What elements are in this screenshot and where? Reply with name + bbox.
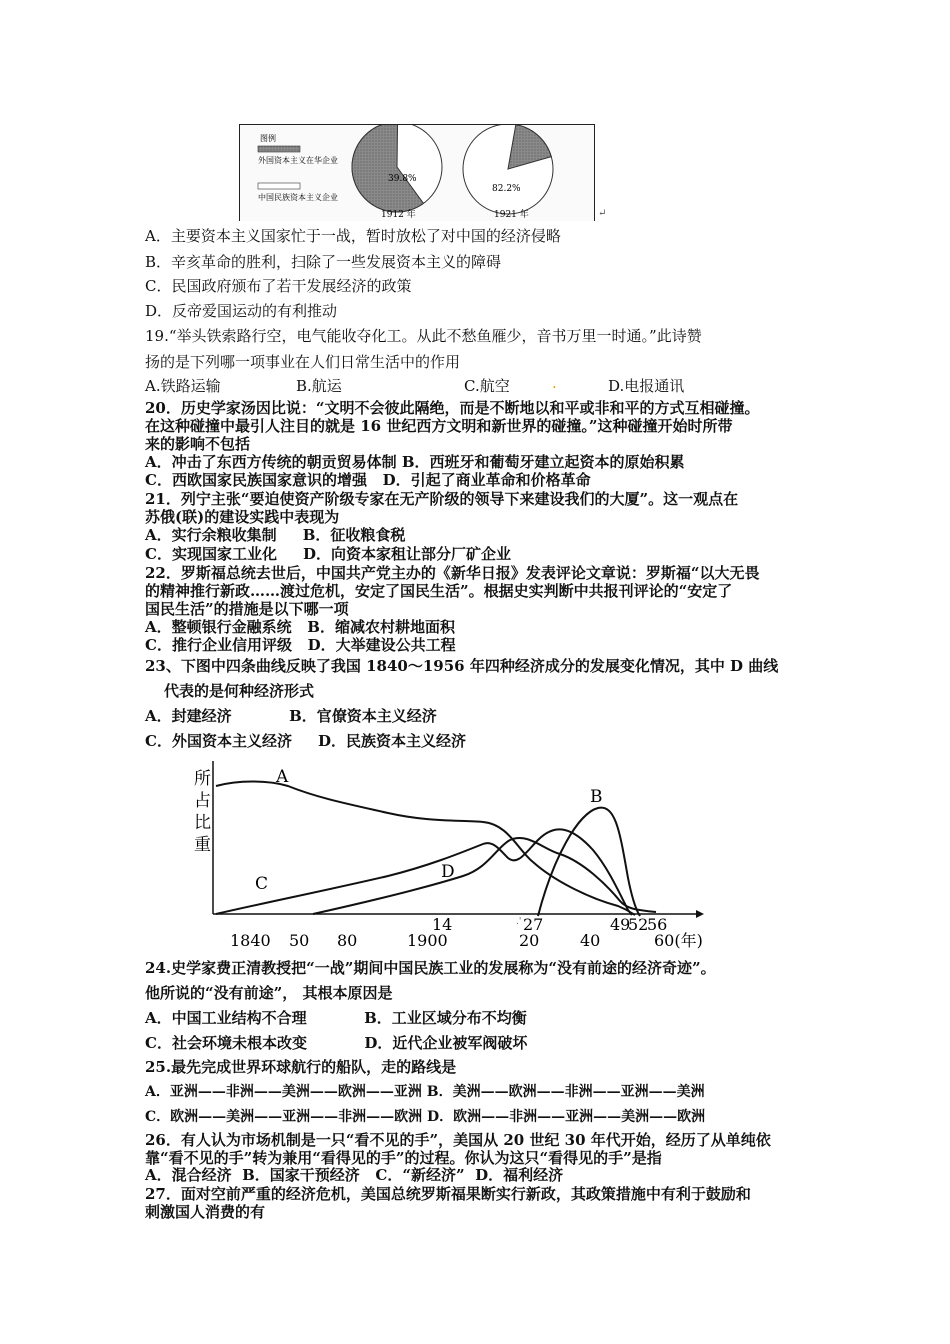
x-axis-arrow (696, 910, 704, 918)
pie-1921 (463, 125, 553, 214)
legend-foreign-label (258, 155, 338, 165)
pie-1912 (352, 125, 442, 212)
q23-stem-line1: 23、下图中四条曲线反映了我国 1840～1956 年四种经济成分的发展变化情况，其中 D 曲线 (145, 657, 779, 675)
q21-stem-line1: 21．列宁主张“要迫使资产阶级专家在无产阶级的领导下来建设我们的大厦”。这一观点在 (145, 490, 739, 508)
ylabel-char-3: 比 (194, 813, 211, 833)
q24-stem-line1: 24.史学家费正清教授把“一战”期间中国民族工业的发展称为“没有前途的经济奇迹”。 (145, 959, 716, 977)
pie-chart-figure (239, 124, 595, 221)
q25-stem-line1: 25.最先完成世界环球航行的船队，走的路线是 (145, 1058, 457, 1076)
curve-label-d: D (441, 862, 455, 882)
q20-stem-line2: 在这种碰撞中最引人注目的就是 16 世纪西方文明和新世界的碰撞。”这种碰撞开始时所带 (145, 417, 733, 435)
q24-options-ab: A．中国工业结构不合理 B．工业区域分布不均衡 (145, 1009, 527, 1027)
curve-b (538, 808, 640, 916)
legend-national-text: 中国民族资本主义企业 (258, 193, 338, 202)
tick-60-year: 60(年) (654, 931, 703, 950)
q22-stem-line1: 22．罗斯福总统去世后，中国共产党主办的《新华日报》发表评论文章说：罗斯福“以大无畏 (145, 564, 760, 582)
tick-20: 20 (519, 931, 540, 950)
tick-40: 40 (580, 931, 601, 950)
tick-upper-49: 49 (610, 915, 631, 934)
tick-80: 80 (337, 931, 358, 950)
q19-option-c: C.航空 (464, 377, 510, 395)
q22-options-ab: A．整顿银行金融系统 B．缩减农村耕地面积 (145, 618, 455, 636)
q23-stem-line2: 代表的是何种经济形式 (164, 682, 315, 700)
return-mark: ↵ (598, 208, 607, 219)
stray-dot: . (552, 374, 557, 392)
pie1-pct-label: 39.8% (388, 174, 417, 184)
legend-swatch-national (258, 183, 300, 189)
tick-upper-27: 27 (523, 915, 544, 934)
q18-option-c: C．民国政府颁布了若干发展经济的政策 (145, 277, 412, 295)
curve-label-b: B (590, 787, 603, 807)
ylabel-char-2: 占 (194, 791, 211, 811)
q20-stem-line3: 来的影响不包括 (145, 435, 251, 453)
q21-options-cd: C．实现国家工业化 D．向资本家租让部分厂矿企业 (145, 545, 512, 563)
curve-c (216, 829, 632, 915)
q26-stem-line1: 26．有人认为市场机制是一只“看不见的手”，美国从 20 世纪 30 年代开始，经历了从单纯依 (145, 1131, 771, 1149)
pie1-year-label: 1912 年 (381, 210, 416, 220)
pie2-pct-label: 82.2% (492, 184, 521, 194)
q25-options-cd: C．欧洲——美洲——亚洲——非洲——欧洲 D．欧洲——非洲——亚洲——美洲——欧洲 (145, 1109, 706, 1125)
q19-option-a: A.铁路运输 (145, 377, 221, 395)
q24-options-cd: C．社会环境未根本改变 D．近代企业被军阀破坏 (145, 1034, 528, 1052)
q20-options-ab: A．冲击了东西方传统的朝贡贸易体制 B．西班牙和葡萄牙建立起资本的原始积累 (145, 453, 685, 471)
q19-stem-line2: 扬的是下列哪一项事业在人们日常生活中的作用 (145, 353, 461, 371)
q21-stem-line2: 苏俄(联)的建设实践中表现为 (145, 508, 340, 526)
ylabel-char-1: 所 (194, 769, 211, 789)
q27-stem-line2: 刺激国人消费的有 (145, 1203, 266, 1221)
q26-stem-line2: 靠“看不见的手”转为兼用“看得见的手”的过程。你认为这只“看得见的手”是指 (145, 1149, 662, 1167)
tick-upper-14: 14 (432, 915, 453, 934)
q23-options-cd: C．外国资本主义经济 D．民族资本主义经济 (145, 732, 467, 750)
q24-stem-line2: 他所说的“没有前途”， 其根本原因是 (145, 984, 393, 1002)
legend-foreign-text: 外国资本主义在华企业 (258, 156, 338, 165)
q19-stem-line1: 19.“举头铁索路行空，电气能收夺化工。从此不愁鱼雁少，音书万里一时通。”此诗赞 (145, 327, 702, 345)
q19-option-b: B.航运 (296, 377, 342, 395)
q20-options-cd: C．西欧国家民族国家意识的增强 D．引起了商业革命和价格革命 (145, 471, 591, 489)
q21-options-ab: A．实行余粮收集制 B．征收粮食税 (145, 526, 406, 544)
legend-swatch-foreign (258, 146, 300, 152)
tick-1900: 1900 (407, 931, 448, 950)
tick-mark-faint: .' (516, 917, 522, 927)
q18-option-d: D．反帝爱国运动的有利推动 (145, 302, 338, 320)
q18-option-b: B．辛亥革命的胜利，扫除了一些发展资本主义的障碍 (145, 253, 502, 271)
q22-options-cd: C．推行企业信用评级 D．大举建设公共工程 (145, 636, 456, 654)
q20-stem-line1: 20．历史学家汤因比说：“文明不会彼此隔绝，而是不断地以和平或非和平的方式互相碰撞。 (145, 399, 760, 417)
tick-50: 50 (289, 931, 310, 950)
tick-upper-52: 52 (628, 915, 649, 934)
q22-stem-line3: 国民生活”的措施是以下哪一项 (145, 600, 349, 618)
ylabel-char-4: 重 (194, 835, 211, 855)
y-axis-label (194, 769, 211, 855)
q22-stem-line2: 的精神推行新政……渡过危机，安定了国民生活”。根据史实判断中共报刊评论的“安定了 (145, 582, 733, 600)
legend-national-label (258, 192, 338, 202)
curve-label-a: A (276, 767, 289, 787)
economy-curve-chart (188, 758, 708, 958)
q26-options: A．混合经济 B．国家干预经济 C．“新经济” D．福利经济 (145, 1166, 564, 1184)
tick-1840: 1840 (230, 931, 271, 950)
q23-options-ab: A．封建经济 B．官僚资本主义经济 (145, 707, 437, 725)
curve-chart-svg (188, 758, 708, 958)
q27-stem-line1: 27．面对空前严重的经济危机，美国总统罗斯福果断实行新政，其政策措施中有利于鼓励和 (145, 1185, 751, 1203)
pie2-year-label: 1921 年 (494, 210, 529, 220)
q18-option-a: A．主要资本主义国家忙于一战，暂时放松了对中国的经济侵略 (145, 227, 561, 245)
curve-a (216, 782, 635, 916)
q19-option-d: D.电报通讯 (608, 377, 685, 395)
q25-options-ab: A．亚洲——非洲——美洲——欧洲——亚洲 B．美洲——欧洲——非洲——亚洲——美洲 (145, 1084, 705, 1100)
curve-label-c: C (255, 874, 269, 894)
legend-title: 图例 (260, 134, 276, 143)
pie-chart-svg (240, 125, 594, 221)
tick-upper-56: 56 (647, 915, 668, 934)
